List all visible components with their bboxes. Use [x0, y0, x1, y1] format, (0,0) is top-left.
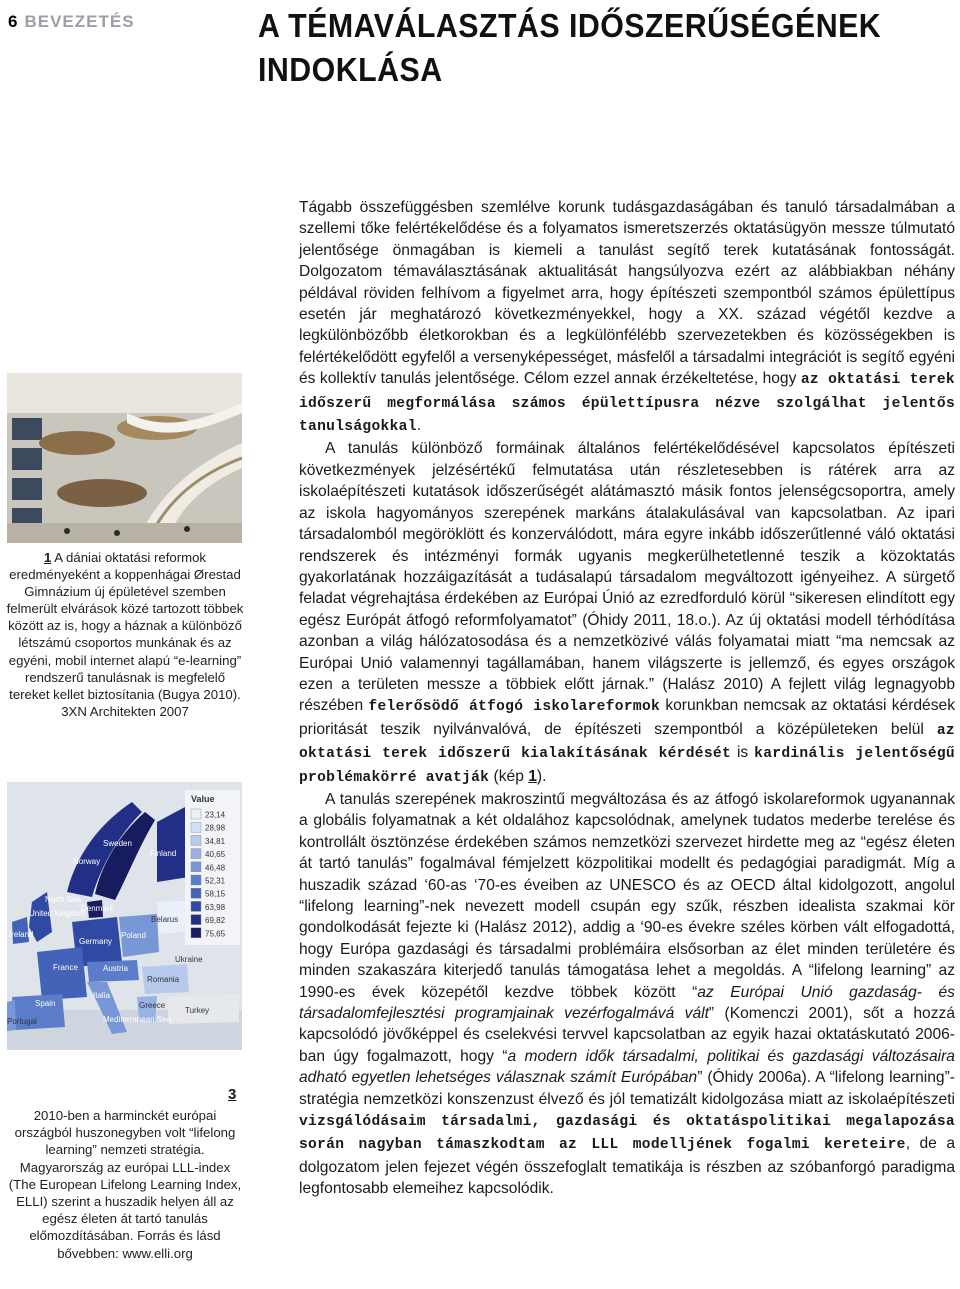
text-run: . — [416, 417, 422, 435]
label-greece: Greece — [139, 1001, 166, 1010]
text-run: A tanulás különböző formáinak általános felértékelődésével kapcsolatos építészeti következmények jelzésértékű felmutatása után részletesebben is rátérek arra az iskolaépítészeti kutatások időszerűségét alátámasztó másik fontos jelenségcsoportra, amely az iskola hagyományos szerepének markáns átalakulásával van kapcsolatban. Az ipari társadalomból megöröklött és konzerválódott, mára egyre inkább időszerűtlenné váló oktatási rendszerek és intézményi formák ugyanis megkerülhetetlenné teszik a közoktatás gyakorlatának hozzáigazítását a tudásalapú társadalom megváltozott igényeihez. A sürgető feladat végrehajtása érdekében az Európai Únió az ezredforduló körül “sikeresen elindított egy egész Európát átfogó reformfolyamatot” (Óhidy 2011, 18.o.). Az új oktatási modell térhódítása azonban a világ hálózatosodása és a nemzetközivé válás folyamatai miatt “ma nemcsak az Európai Unió valamennyi tagállamában, hanem világszerte is jellemző, és egyes országok ezen a területen messze a többiek előtt járnak.” (Halász 2010) A fejlett világ legnagyobb részében — [299, 440, 955, 715]
label-united-kingdom: United Kingdom — [29, 909, 86, 918]
label-poland: Poland — [121, 931, 146, 940]
label-north-sea: North Sea — [45, 895, 82, 904]
body-text — [299, 197, 955, 1200]
legend-swatch — [191, 835, 201, 845]
text-run: , de a dolgozatom jelen fejezet végén összefoglalt tematikája is részben az szóbanforgó paradigma legfontosabb elemeihez kapcsolódik. — [299, 1135, 956, 1198]
legend-title: Value — [191, 794, 215, 804]
legend-swatch — [191, 875, 201, 885]
legend-value: 58,15 — [205, 889, 226, 899]
figure-3-number[interactable]: 3 — [228, 1086, 237, 1103]
legend-swatch — [191, 862, 201, 872]
label-finland: Finland — [150, 849, 177, 858]
figure-3-caption: 2010-ben a harminckét európai országból huszonegyben volt “lifelong learning” nemzeti stratégia. Magyarország az európai LLL-index (The European Lifelong Learning Index, ELLI) szerint a huszadik helyen áll az egész életen át tartó tanulás előmozdításában. Forrás és lásd bővebben: www.elli.org — [8, 1108, 242, 1261]
legend-value: 23,14 — [205, 810, 226, 820]
text-run: korunkban nemcsak az oktatási kérdések prioritását teszik nyilvánvalóvá, de építészeti szempontból a középületeken belül — [299, 697, 955, 738]
legend-swatch — [191, 849, 201, 859]
label-ireland: Ireland — [9, 930, 34, 939]
label-spain: Spain — [35, 999, 56, 1008]
legend-value: 46,48 — [205, 863, 226, 873]
label-austria: Austria — [103, 964, 128, 973]
label-italia: Italia — [93, 991, 110, 1000]
map-legend — [185, 790, 240, 945]
legend-value: 69,82 — [205, 916, 226, 926]
text-run: A tanulás szerepének makroszintű megváltozása és az átfogó iskolareformok ugyanannak a globális folyamatnak a két oldalához kapcsolódnak, amelynek tudatos mederbe terelése és kontrollált ösztönzése érdekében számos nemzetközi szervezet hirdette meg az “egész életen át tartó tanulás” fogalmával fémjelzett közpolitikai modellt és pedagógiai paradigmát. Míg a huszadik század ‘60-as ‘70-es éveiben az UNESCO és az OECD által kidolgozott, angolul “lifelong learning”-nek nevezett modell csupán egy szűk, részben idealista szakmai kör gondolkodását fejezte ki (Halász 2012), addig a ‘90-es évekre széles körben vált elfogadottá, hogy Európa gazdasági és társadalmi problémáira elsősorban az élet minden területére és minden szakaszára kiterjedő tanulás támogatása lehet a megoldás. A “lifelong learning” az 1990-es évek közepétől kezdve többek között “ — [299, 790, 955, 1001]
legend-value: 34,81 — [205, 836, 226, 846]
paragraph-2 — [299, 438, 955, 789]
emphasis: felerősödő átfogó iskolareformok — [368, 699, 661, 716]
text-run: ” (Óhidy 2006a). A “lifelong learning”-stratégia nemzetközi konszenzust élvező és jól tematizált kidolgozása miatt az iskolaépítészeti — [299, 1069, 955, 1108]
label-turkey: Turkey — [185, 1006, 210, 1015]
label-sweden: Sweden — [103, 839, 132, 848]
page-header — [8, 12, 135, 32]
label-belarus: Belarus — [151, 915, 179, 924]
legend-swatch — [191, 888, 201, 898]
section-label: BEVEZETÉS — [24, 12, 135, 31]
label-ukraine: Ukraine — [175, 955, 203, 964]
label-norway: Norway — [73, 857, 101, 866]
legend-value: 40,65 — [205, 850, 226, 860]
label-mediterranean-sea: Mediterranean Sea — [103, 1015, 172, 1024]
label-france: France — [53, 963, 78, 972]
label-germany: Germany — [79, 937, 112, 946]
paragraph-3 — [299, 789, 955, 1200]
text-run: Tágabb összefüggésben szemlélve korunk tudásgazdaságában és tanuló társadalmában a szellemi tőke felértékelődése és a folyamatos ismeretszerzés oktatásügyön messze túlmutató jelentősége önmagában is kiemeli a tanulást segítő terek kutatásának fontosságát. Dolgozatom témaválasztásának aktualitását hangsúlyozva ezért az alábbiakban néhány példával röviden felhívom a figyelmet arra, hogy építészeti szempontból számos épülettípus esetén jár meghatározó következményekkel, hogy a XX. század végétől kezdve a legkülönbözőbb életkorokban és a legkülönfélébb szervezetekben és közösségekben is felértékelődött egyfelől a versenyképességet, másfelől a társadalmi integrációt is segítő egyéni és kollektív tanulás jelentősége. Célom ezzel annak érzékeltetése, hogy — [299, 199, 955, 388]
text-run: ” (Komenczi 2001), sőt a hozzá kapcsolódó jövőképpel és cselekvési tervvel kapcsolatban az egyik hazai oktatáskutató 2006-ban úgy fogalmazott, hogy “ — [299, 1005, 955, 1065]
legend-value: 52,31 — [205, 876, 226, 886]
label-portugal: Portugal — [7, 1017, 37, 1026]
text-run: is — [731, 744, 755, 762]
legend-value: 63,98 — [205, 902, 226, 912]
page-number: 6 — [8, 12, 19, 31]
figure-1-number[interactable]: 1 — [43, 550, 52, 565]
paragraph-1 — [299, 197, 955, 438]
emphasis: az oktatási terek időszerű megformálása számos épülettípusra nézve szolgálhat jelentős tanulságokkal — [299, 372, 955, 436]
emphasis: vizsgálódásaim társadalmi, gazdasági és oktatáspolitikai megalapozása során nagyban támaszkodtam az LLL modelljének fogalmi kereteire — [299, 1114, 955, 1154]
region-portugal — [7, 1000, 16, 1031]
emphasis: az oktatási terek időszerű kialakításának kérdését — [299, 722, 955, 763]
figure-1-caption — [5, 549, 245, 720]
legend-swatch — [191, 809, 201, 819]
legend-swatch — [191, 901, 201, 911]
label-romania: Romania — [147, 975, 180, 984]
quote-italic: a modern idők társadalmi, politikai és gazdasági változásaira adható egyetlen lehetséges válasznak számít Európában — [299, 1047, 955, 1087]
legend-swatch — [191, 928, 201, 938]
legend-value: 75,65 — [205, 929, 226, 939]
legend-value: 28,98 — [205, 823, 226, 833]
region-france — [37, 947, 87, 1000]
legend-swatch — [191, 915, 201, 925]
text-run: (kép — [489, 767, 529, 785]
figure-1-caption-text: A dániai oktatási reformok eredményeként a koppenhágai Ørestad Gimnázium új épületével szemben felmerült elvárások közé tartozott többek között az is, hogy a háznak a különböző létszámú csoportos munkának és az egyéni, mobil internet alapú “e-learning” rendszerű tanulásnak is megfelelő tereket kellet biztosítania (Bugya 2010). 3XN Architekten 2007 — [6, 550, 244, 719]
image-reference-link[interactable]: 1 — [528, 767, 537, 785]
label-denmark: Denmark — [81, 904, 114, 913]
quote-italic: az Európai Unió gazdaság- és társadalomfejlesztési programjainak vezérfogalmává vált — [299, 983, 955, 1023]
figure-1-photo — [7, 373, 242, 543]
text-run: ). — [536, 767, 547, 785]
legend-swatch — [191, 822, 201, 832]
chapter-title: A TÉMAVÁLASZTÁS IDŐSZERŰSÉGÉNEK INDOKLÁSA — [258, 7, 882, 88]
emphasis: kardinális jelentőségű problémakörré avatják — [299, 746, 955, 786]
figure-3-map — [7, 782, 242, 1050]
